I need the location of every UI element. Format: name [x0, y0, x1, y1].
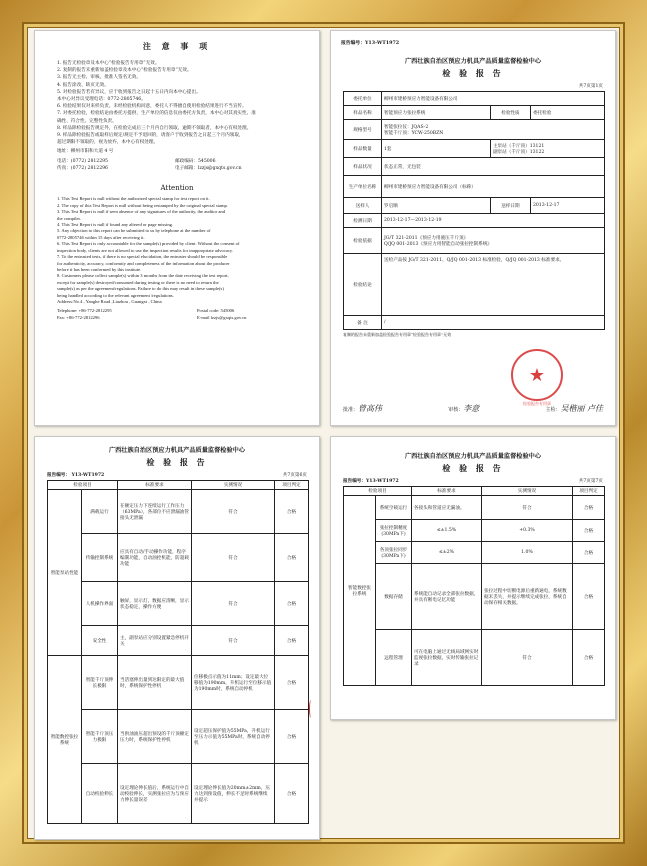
item-cell: 远程管理 — [376, 630, 412, 686]
test-date-value: 2013-12-17—2013-12-19 — [382, 214, 605, 228]
verdict-cell: 合格 — [573, 564, 605, 630]
req-cell: 设定理论伸长值后，系统运行中自动校验伸长，实测张拉应为与预应力伸长量误差 — [118, 764, 192, 824]
test-table — [47, 480, 309, 824]
client-value: 柳州市建桥预应力智能设备有限公司 — [382, 92, 605, 106]
attention-item: 2. The copy of this Test Report is null without being restamped by the original special stamp. — [57, 202, 228, 208]
basis-line: JG/T 321-2011《预应力用液压千斤顶》 — [384, 235, 469, 241]
table-row — [48, 534, 309, 582]
station-cell — [490, 140, 604, 158]
req-cell: 当供油油压超出预设的千斤顶额定压力时，系统保护性停机 — [118, 710, 192, 764]
sender-value: 罗启顺 — [382, 198, 491, 214]
notice-title: 注 意 事 项 — [142, 41, 212, 51]
actual-cell: 位移极点示值为11mm；设定最大位移值为190mm，升机运行至位移示值为190mm时，系统自动停机 — [192, 656, 275, 710]
col-header: 项目判定 — [573, 487, 605, 496]
maker-value: 柳州市建桥预应力智能设备有限公司（标称） — [382, 176, 605, 198]
attention-item: 4. This Test Report is null if found any altered or page missing. — [57, 222, 174, 228]
report-number: 报告编号：Y13-WT1972 — [341, 40, 400, 46]
req-cell: 应具有自动/手动操作功能，程序编制功能，自动油控机能，防超载功能 — [118, 534, 192, 582]
report-page-7 — [330, 436, 616, 720]
table-row — [344, 520, 605, 542]
report-title: 检 验 报 告 — [146, 457, 208, 467]
model-line: 智能千斤顶：YCW-250BZN — [384, 130, 444, 136]
attention-item: 6. This Test Report is only accountable for the sample(s) provided by client. Without the consent of — [57, 241, 240, 247]
actual-cell: 符合 — [192, 582, 275, 626]
notice-page — [34, 30, 320, 426]
actual-cell: 符合 — [192, 490, 275, 534]
qty-label: 样品数量 — [344, 140, 382, 158]
main-signature: 吴楷丽 卢佳 — [560, 404, 603, 413]
table-row — [48, 490, 309, 534]
basis-line: Q/JQ 001-2013《预应力用智能自动张拉控制系统》 — [384, 241, 492, 247]
attention-item: 3. This Test Report is null if seen absence of any signatures of the authority, the auditor and — [57, 209, 225, 215]
approver-signature: 曾高伟 — [358, 404, 383, 413]
test-table — [343, 486, 605, 686]
center-name: 广西壮族自治区预应力机具产品质量监督检验中心 — [404, 58, 542, 65]
center-name: 广西壮族自治区预应力机具产品质量监督检验中心 — [404, 453, 542, 460]
notice-list — [57, 60, 305, 146]
item-cell: 人机操作界面 — [82, 582, 118, 626]
email: 电子邮箱：lzzjs@gxqts.gov.cn — [175, 166, 242, 172]
sample-value: 智能预应力张拉系统 — [382, 106, 491, 120]
col-header: 标准要求 — [412, 487, 482, 496]
verdict-cell: 合格 — [275, 764, 309, 824]
page-info — [47, 472, 307, 478]
item-cell: 智能千斤顶压力极限 — [82, 710, 118, 764]
verdict-cell: 合格 — [275, 490, 309, 534]
col-header: 项目判定 — [275, 481, 309, 490]
auditor-signature: 李意 — [463, 404, 480, 413]
date-value: 2013-12-17 — [530, 198, 604, 214]
page-info — [343, 83, 603, 89]
audit-label: 审核： — [448, 407, 464, 413]
attention-item: inspection body, clients are not allowed to use the inspection results for inappropriate advocacy. — [57, 247, 234, 253]
attention-title: Attention — [160, 184, 194, 193]
report-page-1 — [330, 30, 616, 426]
verdict-cell: 合格 — [275, 656, 309, 710]
table-row — [344, 630, 605, 686]
req-cell: 触屏，显示灯，数据应清晰，显示状态稳定，操作方便 — [118, 582, 192, 626]
table-row — [48, 656, 309, 710]
att-postal: Postal code: 545006 — [197, 308, 235, 314]
attention-item: being handled according to the relevant agreement /regulations. — [57, 292, 174, 298]
model-value — [382, 120, 605, 140]
verdict-cell: 合格 — [275, 626, 309, 656]
att-email: E-mail lzzjs@gxqts.gov.cn — [197, 314, 247, 320]
postal-code: 邮政编码：545006 — [175, 158, 216, 164]
attention-item: 7. To the entrusted tests, if there is no special elucidation, the entruster should be responsible — [57, 254, 228, 260]
verdict-cell: 合格 — [275, 534, 309, 582]
req-cell: ≤±1.5% — [412, 520, 482, 542]
col-header: 检验项目 — [48, 481, 118, 490]
page-info — [343, 478, 603, 484]
verdict-cell: 合格 — [573, 630, 605, 686]
report-number: 报告编号：Y13-WT1972 — [343, 479, 399, 484]
report-number: 报告编号： Y13-WT1972 — [47, 473, 105, 478]
sub-station: 副泵站（千斤顶）13122 — [492, 149, 545, 155]
notice-item: 超过期限不领取的，视为放弃，本中心有权处理。 — [57, 140, 159, 146]
notice-item: 6. 检验结果仅对来样负责。未经检验机构同意，委托人不得擅自使用检验结果进行不当宣传。 — [57, 104, 247, 110]
req-cell: 在额定压力下连续运行工作压力（63MPa），各部位不应泄漏油管接头无泄漏 — [118, 490, 192, 534]
item-cell: 自动校验伸长 — [82, 764, 118, 824]
attention-item: the compiler. — [57, 215, 81, 221]
basis-label: 检验依据 — [344, 228, 382, 254]
req-cell: 可在电脑上通过无线局域网实时监视张拉数据，实时传输张拉记录 — [412, 630, 482, 686]
item-cell: 数据存储 — [376, 564, 412, 630]
red-seal: ★ — [511, 349, 563, 401]
group-cell: 智能泵站性能 — [48, 490, 82, 656]
actual-cell: +0.3% — [482, 520, 573, 542]
req-cell: 当活塞伸出量到达限定的最大值时，系统保护性停机 — [118, 656, 192, 710]
basis-value — [382, 228, 605, 254]
main-station: 主泵站（千斤顶）13121 — [492, 143, 545, 149]
req-cell: 各接头和管道应无漏油。 — [412, 496, 482, 520]
item-cell: 各顶张拉同步(30MPa下) — [376, 542, 412, 564]
attention-item: 5. Any objection to this report can be submitted to us by telephone at the number of — [57, 228, 211, 234]
summary-table — [343, 91, 605, 330]
result-value: 送检产品按 JG/T 321-2011、Q/JQ 001-2013 标准检验，Q/JQ 001-2013 标准要求。 — [382, 254, 605, 316]
table-row — [344, 564, 605, 630]
page-count: 共7页第1页 — [578, 84, 603, 89]
item-cell: 系统空载运行 — [376, 496, 412, 520]
report-title: 检 验 报 告 — [442, 68, 504, 78]
attention-item: for authenticity, accuracy, conformity and completeness of the information about the producer — [57, 260, 230, 266]
model-label: 规格型号 — [344, 120, 382, 140]
nature-value: 委托检验 — [530, 106, 604, 120]
date-label: 送样日期 — [490, 198, 530, 214]
test-date-label: 检测日期 — [344, 214, 382, 228]
attention-contact — [57, 308, 307, 321]
group-cell: 智能数控张拉系统 — [344, 496, 376, 686]
notice-item: 本中心对异议受理电话：0772-2805746。 — [57, 97, 146, 103]
attention-item: sample(s) as per the agreement/regulations. Failure to do this may result in these sample(s) — [57, 286, 224, 292]
address: 地址：柳州市阳和大道 4 号 — [57, 149, 114, 155]
fax: 传真：(0772) 2812296 — [57, 166, 108, 172]
req-cell: 主，副泵站应分别设置紧急停机开关 — [118, 626, 192, 656]
col-header: 实测情况 — [482, 487, 573, 496]
client-label: 委托单位 — [344, 92, 382, 106]
verdict-cell: 合格 — [275, 710, 309, 764]
phone: 电话：(0772) 2812295 — [57, 158, 108, 164]
item-cell: 传输控制系统 — [82, 534, 118, 582]
center-name: 广西壮族自治区预应力机具产品质量监督检验中心 — [108, 447, 246, 454]
model-line: 智能张拉仪：JQAS-2 — [384, 124, 429, 130]
sample-label: 样品名称 — [344, 106, 382, 120]
req-cell: ≤±2% — [412, 542, 482, 564]
attention-item: except for sample(s) destroyed/consumed during testing or there is no need to return the — [57, 279, 219, 285]
actual-cell: 符合 — [192, 534, 275, 582]
attention-list — [57, 196, 307, 305]
col-header: 实测情况 — [192, 481, 275, 490]
notice-item: 2. 复制的报告未重新加盖检验章及本中心“检验报告专用章”无效。 — [57, 68, 192, 74]
col-header: 标准要求 — [118, 481, 192, 490]
table-row — [48, 582, 309, 626]
actual-cell: 符合 — [192, 626, 275, 656]
red-pen-mark — [309, 700, 313, 718]
att-phone: Telephone: +86-772-2812295 — [57, 308, 112, 314]
state-label: 样品状况 — [344, 158, 382, 176]
table-row — [48, 626, 309, 656]
remark-label: 备 注 — [344, 316, 382, 330]
page-count: 共7页第7页 — [578, 479, 603, 484]
verdict-cell: 合格 — [573, 496, 605, 520]
notice-item: 3. 报告无主检、审核、批准人签名无效。 — [57, 75, 141, 81]
signature-row — [343, 403, 603, 414]
attention-item: before it has been conformed by this institute. — [57, 266, 142, 272]
state-value: 状态正常，无包装 — [382, 158, 605, 176]
table-row — [344, 542, 605, 564]
seal-text: 检验报告专用章 — [523, 401, 551, 406]
actual-cell: 设定理论伸长值为20mm±2mm，压力达到预设值，伸长不足时系统继续并提示 — [192, 764, 275, 824]
item-cell: 安全性 — [82, 626, 118, 656]
approve-label: 批准： — [343, 407, 359, 413]
sender-label: 送样人 — [344, 198, 382, 214]
footer-note: 复制的报告未重新加盖检验报告专用章“检验报告专用章”无效 — [343, 332, 452, 337]
attention-item: 1. This Test Report is null without the authorized special stamp for test report on it. — [57, 196, 210, 202]
verdict-cell: 合格 — [573, 520, 605, 542]
notice-item: 4. 报告涂改、缺页无效。 — [57, 82, 109, 88]
item-cell: 张拉控制精度(30MPa下) — [376, 520, 412, 542]
report-page-6 — [34, 436, 320, 840]
actual-cell: 设定超压保护值为55MPa，升机运行至压力示值为55MPa时，系统自动停机 — [192, 710, 275, 764]
verdict-cell: 合格 — [573, 542, 605, 564]
item-cell: 满载运行 — [82, 490, 118, 534]
attention-address: Address:No.4 , Yanghe Road ,Liuzhou , Guangxi , China — [57, 298, 162, 304]
att-fax: Fax: +86-772-2812296 — [57, 314, 100, 320]
req-cell: 系统能自动记录全部张拉数据，并具有断电记忆功能 — [412, 564, 482, 630]
remark-value: / — [382, 316, 605, 330]
actual-cell: 张拉过程中切断电源后重新通电，系统数据未丢失，并提示继续完成张拉，系统自动保存相关数据。 — [482, 564, 573, 630]
notice-item: 1. 报告无检验章及本中心“检验报告专用章”无效。 — [57, 61, 160, 66]
main-label: 主检： — [545, 407, 561, 413]
page-count: 共7页第6页 — [282, 473, 307, 478]
actual-cell: 1.0% — [482, 542, 573, 564]
contact-block — [57, 158, 305, 173]
item-cell: 智能千斤顶伸长极限 — [82, 656, 118, 710]
qty-value: 1套 — [382, 140, 491, 158]
notice-item: 8. 样品除检验报告规定外，在检验完成后三个月内自行领取，逾期不领取者，本中心有权处理。 — [57, 125, 252, 131]
table-row — [48, 710, 309, 764]
attention-item: 8. Customers please collect sample(s) within 3 months from the date receiving the test report, — [57, 273, 229, 279]
maker-label: 生产单位名称 — [344, 176, 382, 198]
notice-item: 9. 样品除检验报告或取样后规定/规定不予退回的，请客户于收到报告之日起三个月内领取， — [57, 133, 244, 139]
nature-label: 检验性质 — [490, 106, 530, 120]
notice-item: 7. 对委托检验，检验结论由委托方提供，生产单位的信息仅由委托方负责，本中心对其真实性、准 — [57, 111, 256, 117]
col-header: 检验项目 — [344, 487, 412, 496]
actual-cell: 符合 — [482, 496, 573, 520]
notice-item: 确性、符合性、完整性负责。 — [57, 118, 117, 124]
result-label: 检验结论 — [344, 254, 382, 316]
actual-cell: 符合 — [482, 630, 573, 686]
group-cell: 智能数控张拉系统 — [48, 656, 82, 824]
table-row — [48, 764, 309, 824]
table-row — [344, 496, 605, 520]
verdict-cell: 合格 — [275, 582, 309, 626]
attention-item: 0772-2805746 within 15 days after receiving it. — [57, 234, 145, 240]
report-title: 检 验 报 告 — [442, 463, 504, 473]
notice-item: 5. 对检验报告若有异议，应于收到报告之日起十五日内向本中心提出。 — [57, 89, 201, 95]
